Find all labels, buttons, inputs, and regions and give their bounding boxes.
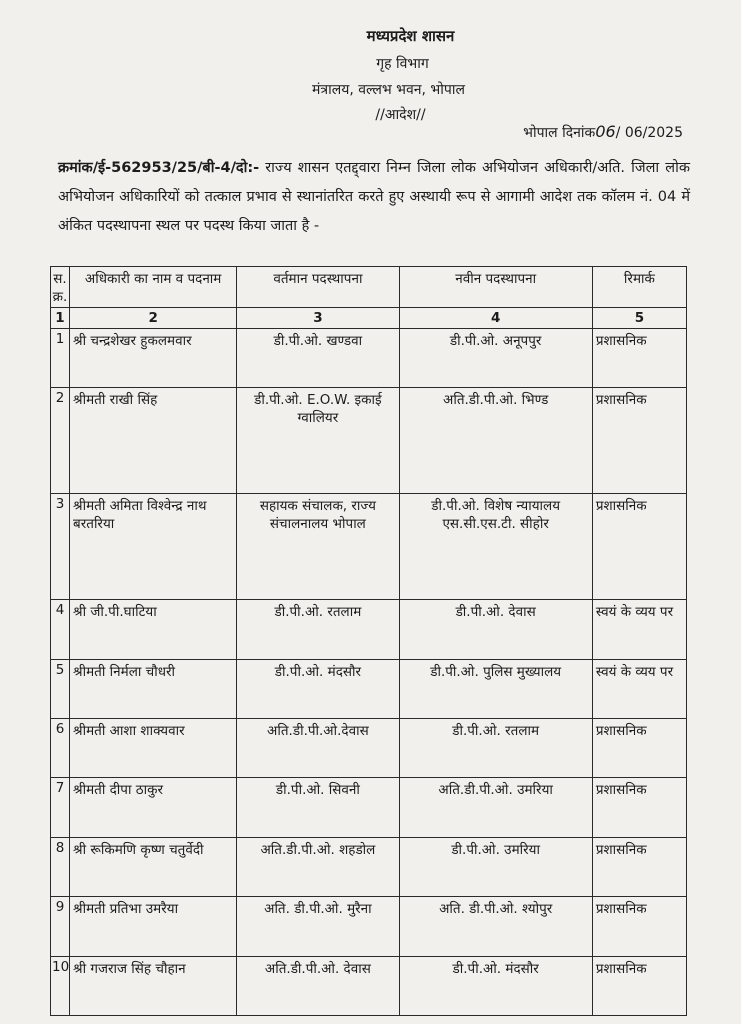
- date-rest: / 06/2025: [615, 125, 683, 141]
- col-number: 3: [237, 308, 399, 329]
- cell-remark: प्रशासनिक: [592, 329, 686, 388]
- cell-remark: प्रशासनिक: [592, 956, 686, 1015]
- cell-sn: 4: [51, 600, 70, 659]
- cell-sn: 6: [51, 718, 70, 777]
- table-row: [51, 718, 687, 777]
- cell-remark: प्रशासनिक: [592, 388, 686, 494]
- cell-officer-name: श्रीमती अमिता विश्वेन्द्र नाथ बरतरिया: [70, 494, 237, 600]
- col-number: 4: [399, 308, 592, 329]
- cell-current-posting: अति.डी.पी.ओ. देवास: [237, 956, 399, 1015]
- cell-officer-name: श्रीमती आशा शाक्यवार: [70, 718, 237, 777]
- cell-new-posting: अति.डी.पी.ओ. भिण्ड: [399, 388, 592, 494]
- cell-new-posting: अति. डी.पी.ओ. श्योपुर: [399, 897, 592, 956]
- cell-current-posting: डी.पी.ओ. मंदसौर: [237, 659, 399, 718]
- col-header-name: अधिकारी का नाम व पदनाम: [70, 267, 237, 308]
- order-date: [523, 122, 683, 142]
- cell-officer-name: श्रीमती दीपा ठाकुर: [70, 778, 237, 837]
- cell-officer-name: श्री गजराज सिंह चौहान: [70, 956, 237, 1015]
- cell-remark: प्रशासनिक: [592, 897, 686, 956]
- cell-current-posting: अति.डी.पी.ओ.देवास: [237, 718, 399, 777]
- cell-sn: 3: [51, 494, 70, 600]
- date-prefix: भोपाल दिनांक: [523, 125, 596, 141]
- cell-officer-name: श्री रूकिमणि कृष्ण चतुर्वेदी: [70, 837, 237, 896]
- cell-current-posting: अति.डी.पी.ओ. शहडोल: [237, 837, 399, 896]
- cell-new-posting: अति.डी.पी.ओ. उमरिया: [399, 778, 592, 837]
- order-text: राज्य शासन एतद्द्वारा निम्न जिला लोक अभियोजन अधिकारी/अति. जिला लोक अभियोजन अधिकारियों को तत्काल प्रभाव से स्थानांतरित करते हुए अस्थायी रूप से आगामी आदेश तक कॉलम नं. 04 में अंकित पदस्थापना स्थल पर पदस्थ किया जाता है -: [58, 160, 690, 234]
- col-number: 2: [70, 308, 237, 329]
- cell-remark: प्रशासनिक: [592, 494, 686, 600]
- cell-new-posting: डी.पी.ओ. विशेष न्यायालय एस.सी.एस.टी. सीहोर: [399, 494, 592, 600]
- cell-sn: 1: [51, 329, 70, 388]
- table-row: [51, 956, 687, 1015]
- table-row: [51, 897, 687, 956]
- cell-sn: 10: [51, 956, 70, 1015]
- table-row: [51, 494, 687, 600]
- cell-new-posting: डी.पी.ओ. रतलाम: [399, 718, 592, 777]
- government-title: मध्यप्रदेश शासन: [366, 27, 455, 45]
- order-paragraph: [58, 154, 690, 241]
- col-number: 5: [592, 308, 686, 329]
- cell-officer-name: श्री चन्द्रशेखर हुकलमवार: [70, 329, 237, 388]
- table-row: [51, 600, 687, 659]
- col-header-new: नवीन पदस्थापना: [399, 267, 592, 308]
- date-day: 06: [595, 122, 616, 141]
- transfer-table: [50, 266, 687, 1016]
- cell-officer-name: श्रीमती प्रतिभा उमरैया: [70, 897, 237, 956]
- cell-new-posting: डी.पी.ओ. देवास: [399, 600, 592, 659]
- cell-remark: प्रशासनिक: [592, 837, 686, 896]
- cell-new-posting: डी.पी.ओ. उमरिया: [399, 837, 592, 896]
- cell-remark: प्रशासनिक: [592, 718, 686, 777]
- cell-officer-name: श्री जी.पी.घाटिया: [70, 600, 237, 659]
- office-address: मंत्रालय, वल्लभ भवन, भोपाल: [312, 82, 465, 98]
- table-row: [51, 329, 687, 388]
- table-row: [51, 778, 687, 837]
- col-number: 1: [51, 308, 70, 329]
- table-row: [51, 659, 687, 718]
- cell-new-posting: डी.पी.ओ. अनूपपुर: [399, 329, 592, 388]
- table-header-row: [51, 267, 687, 308]
- cell-sn: 7: [51, 778, 70, 837]
- cell-current-posting: डी.पी.ओ. रतलाम: [237, 600, 399, 659]
- cell-officer-name: श्रीमती राखी सिंह: [70, 388, 237, 494]
- col-header-sn: स. क्र.: [51, 267, 70, 308]
- cell-remark: प्रशासनिक: [592, 778, 686, 837]
- cell-current-posting: डी.पी.ओ. E.O.W. इकाई ग्वालियर: [237, 388, 399, 494]
- column-number-row: [51, 308, 687, 329]
- col-header-current: वर्तमान पदस्थापना: [237, 267, 399, 308]
- order-heading: //आदेश//: [375, 107, 426, 123]
- cell-current-posting: अति. डी.पी.ओ. मुरैना: [237, 897, 399, 956]
- cell-officer-name: श्रीमती निर्मला चौधरी: [70, 659, 237, 718]
- col-header-remark: रिमार्क: [592, 267, 686, 308]
- cell-current-posting: डी.पी.ओ. सिवनी: [237, 778, 399, 837]
- department-name: गृह विभाग: [376, 56, 429, 72]
- table-row: [51, 837, 687, 896]
- cell-new-posting: डी.पी.ओ. पुलिस मुख्यालय: [399, 659, 592, 718]
- cell-sn: 8: [51, 837, 70, 896]
- table-row: [51, 388, 687, 494]
- reference-number: क्रमांक/ई-562953/25/बी-4/दो:-: [58, 160, 260, 176]
- cell-new-posting: डी.पी.ओ. मंदसौर: [399, 956, 592, 1015]
- cell-remark: स्वयं के व्यय पर: [592, 600, 686, 659]
- cell-sn: 2: [51, 388, 70, 494]
- cell-remark: स्वयं के व्यय पर: [592, 659, 686, 718]
- cell-current-posting: डी.पी.ओ. खण्डवा: [237, 329, 399, 388]
- cell-sn: 9: [51, 897, 70, 956]
- cell-sn: 5: [51, 659, 70, 718]
- cell-current-posting: सहायक संचालक, राज्य संचालनालय भोपाल: [237, 494, 399, 600]
